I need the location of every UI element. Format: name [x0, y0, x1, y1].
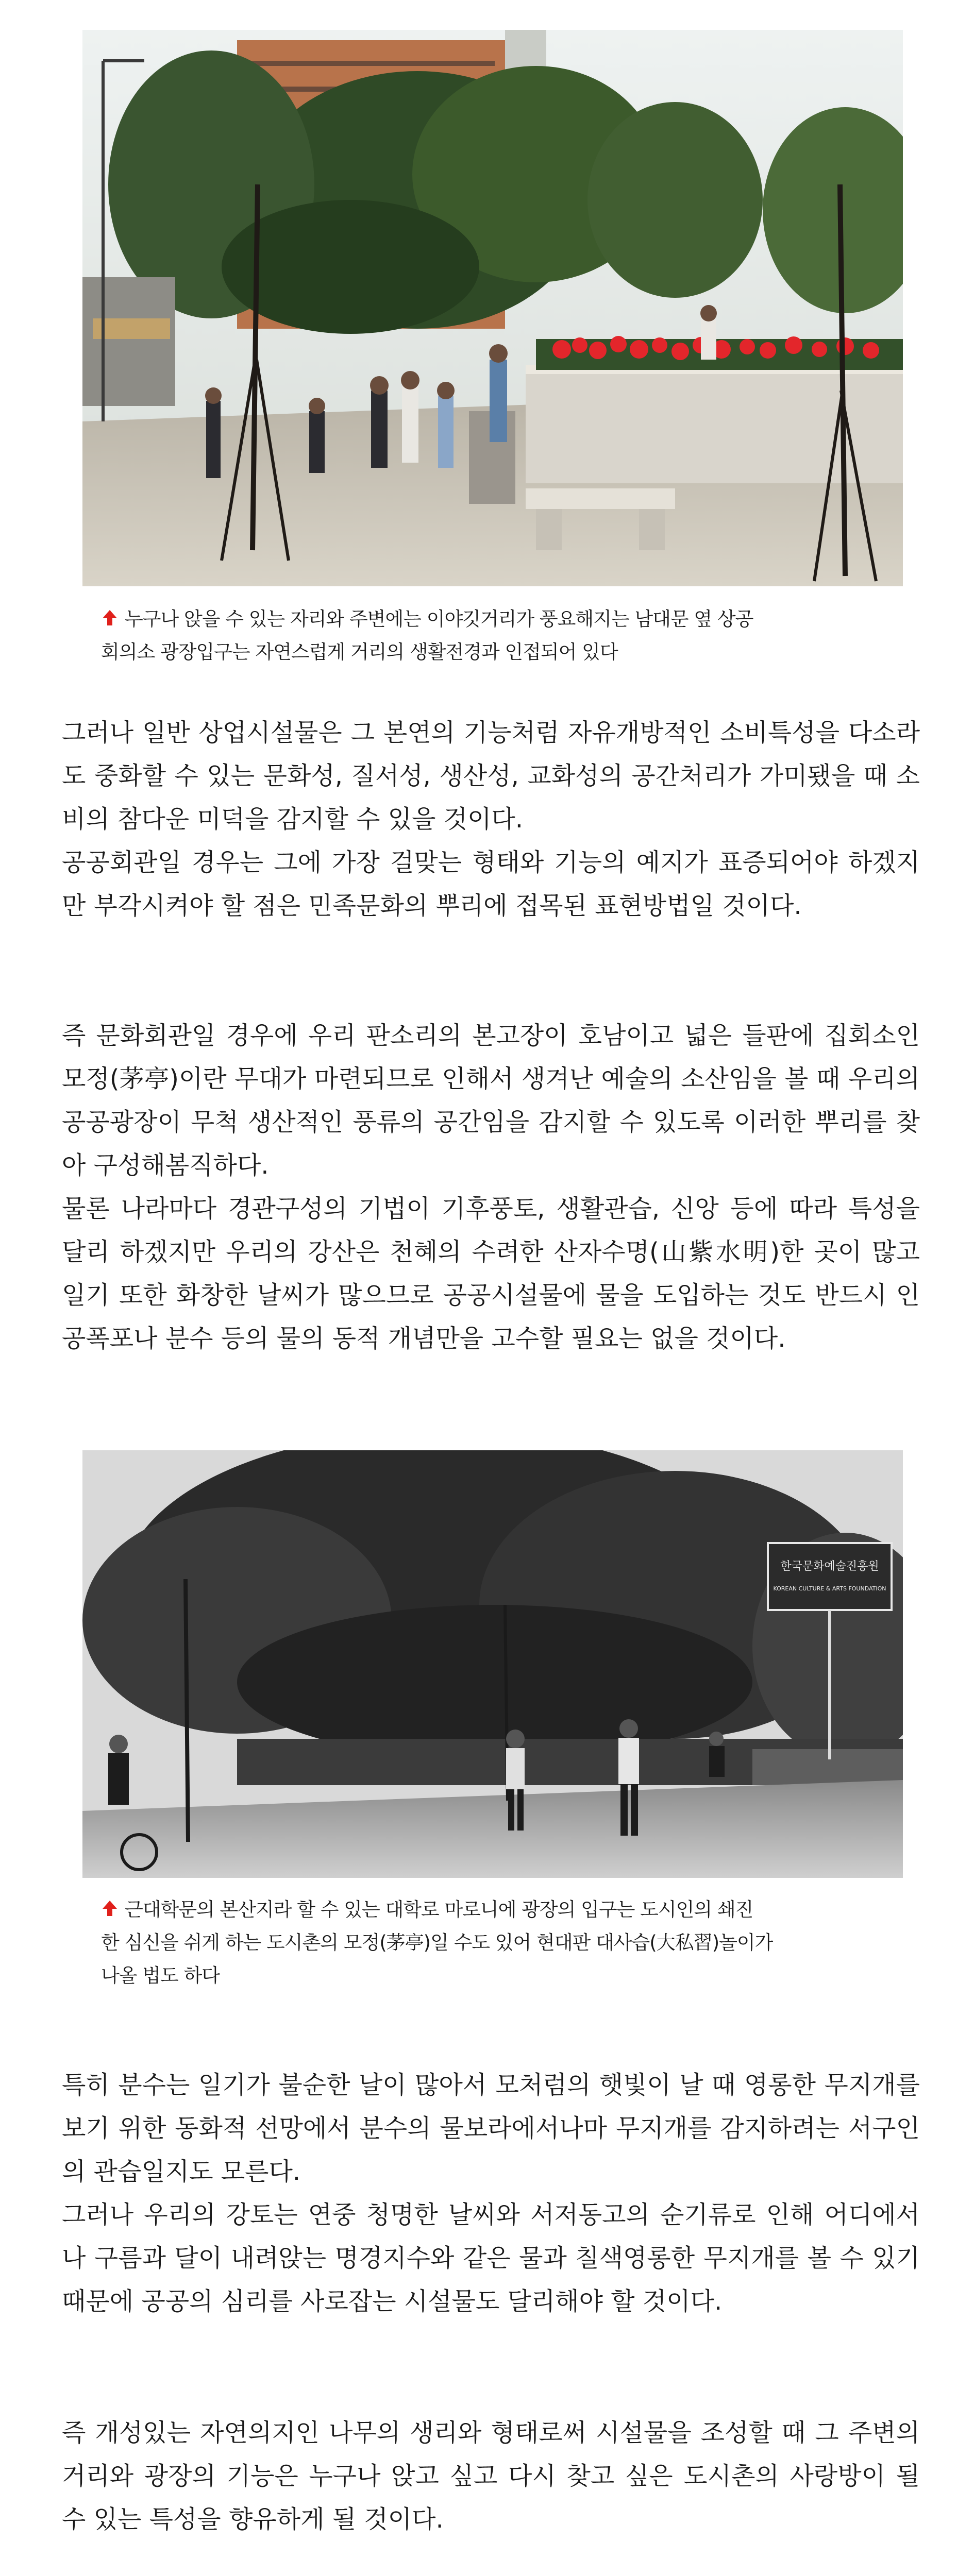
red-up-arrow-icon	[101, 1900, 119, 1917]
caption-line	[101, 1959, 905, 1992]
body-paragraph: 그러나 우리의 강토는 연중 청명한 날씨와 서저동고의 순기류로 인해 어디에서나 구름과 달이 내려앉는 명경지수와 같은 물과 칠색영롱한 무지개를 볼 수 있기 때문에 공공의 심리를 사로잡는 시설물도 달리해야 할 것이다.	[62, 2200, 920, 2316]
photo-sangong-plaza	[82, 30, 903, 586]
caption-2-line-1: 근대학문의 본산지라 할 수 있는 대학로 마로니에 광장의 입구는 도시인의 쇄진	[125, 1899, 753, 1921]
body-text-block-1	[62, 711, 920, 927]
photo-caption-2	[101, 1893, 905, 1992]
photo-marronnier-park-image	[82, 1450, 903, 1878]
body-paragraph: 특히 분수는 일기가 불순한 날이 많아서 모처럼의 햇빛이 날 때 영롱한 무지개를 보기 위한 동화적 선망에서 분수의 물보라에서나마 무지개를 감지하려는 서구인의 관습일지도 모른다.	[62, 2071, 920, 2186]
caption-line	[101, 1893, 905, 1926]
body-paragraph: 즉 문화회관일 경우에 우리 판소리의 본고장이 호남이고 넓은 들판에 집회소인 모정(茅亭)이란 무대가 마련되므로 인해서 생겨난 예술의 소산임을 볼 때 우리의 공공광장이 무척 생산적인 풍류의 공간임을 감지할 수 있도록 이러한 뿌리를 찾아 구성해봄직하다.	[62, 1021, 920, 1180]
body-paragraph: 즉 개성있는 자연의지인 나무의 생리와 형태로써 시설물을 조성할 때 그 주변의 거리와 광장의 기능은 누구나 앉고 싶고 다시 찾고 싶은 도시촌의 사랑방이 될 수 있는 특성을 향유하게 될 것이다.	[62, 2418, 920, 2534]
photo-marronnier-park	[82, 1450, 903, 1878]
caption-2-line-2: 한 심신을 쉬게 하는 도시촌의 모정(茅亭)일 수도 있어 현대판 대사습(大私習)놀이가	[101, 1931, 773, 1954]
photo-sangong-plaza-image	[82, 30, 903, 586]
body-text-block-4	[62, 2411, 920, 2541]
caption-2-line-3: 나올 법도 하다	[101, 1964, 220, 1987]
caption-1-line-1: 누구나 앉을 수 있는 자리와 주변에는 이야깃거리가 풍요해지는 남대문 옆 상공	[125, 608, 753, 630]
sign-text-english: KOREAN CULTURE & ARTS FOUNDATION	[773, 1585, 886, 1592]
body-paragraph: 물론 나라마다 경관구성의 기법이 기후풍토, 생활관습, 신앙 등에 따라 특성을 달리 하겠지만 우리의 강산은 천혜의 수려한 산자수명(山紫水明)한 곳이 많고 일기 또한 화창한 날씨가 많으므로 공공시설물에 물을 도입하는 것도 반드시 인공폭포나 분수 등의 물의 동적 개념만을 고수할 필요는 없을 것이다.	[62, 1194, 920, 1353]
sign-text-korean: 한국문화예술진흥원	[780, 1560, 879, 1573]
body-paragraph: 공공회관일 경우는 그에 가장 걸맞는 형태와 기능의 예지가 표증되어야 하겠지만 부각시켜야 할 점은 민족문화의 뿌리에 접목된 표현방법일 것이다.	[62, 848, 920, 920]
caption-1-line-2: 회의소 광장입구는 자연스럽게 거리의 생활전경과 인접되어 있다	[101, 641, 618, 663]
body-text-block-3	[62, 2063, 920, 2323]
red-up-arrow-icon	[101, 609, 119, 626]
photo-caption-1	[101, 603, 905, 669]
body-text-block-2	[62, 1014, 920, 1360]
caption-line	[101, 1926, 905, 1959]
caption-line	[101, 603, 905, 636]
caption-line	[101, 636, 905, 669]
body-paragraph: 그러나 일반 상업시설물은 그 본연의 기능처럼 자유개방적인 소비특성을 다소라도 중화할 수 있는 문화성, 질서성, 생산성, 교화성의 공간처리가 가미됐을 때 소비의 참다운 미덕을 감지할 수 있을 것이다.	[62, 718, 920, 834]
